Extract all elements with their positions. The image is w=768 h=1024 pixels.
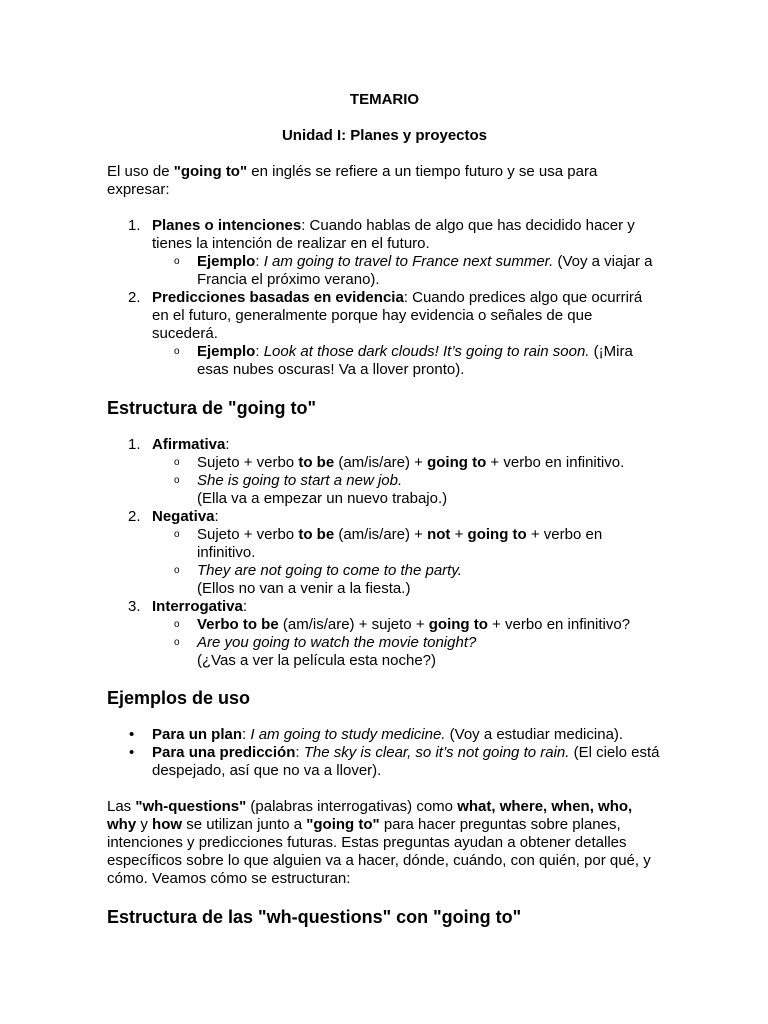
wh-paragraph: Las "wh-questions" (palabras interrogativas) como what, where, when, who, why y how se utilizan junto a "going to" para hacer preguntas sobre planes, intenciones y predicciones futuras. Estas preguntas ayudan a obtener detalles específicos sobre lo que alguien va a hacer, dónde, cuándo, con quién, por qué, y cómo. Veamos cómo se estructuran: — [107, 798, 651, 887]
uses-list — [107, 217, 662, 379]
structure-list — [107, 436, 662, 670]
circle-bullet-icon: o — [174, 457, 180, 468]
examples-heading: Ejemplos de uso — [107, 688, 251, 708]
unit-title: Unidad I: Planes y proyectos — [281, 127, 488, 144]
structure-heading: Estructura de "going to" — [107, 398, 317, 418]
formula-item: o Verbo to be (am/is/are) + sujeto + going to + verbo en infinitivo? — [174, 616, 631, 633]
circle-bullet-icon: o — [174, 637, 180, 648]
document-page — [107, 91, 662, 928]
examples-list — [107, 726, 662, 780]
circle-bullet-icon: o — [174, 256, 180, 267]
document-title: TEMARIO — [349, 91, 420, 108]
example-item: o Are you going to watch the movie tonight? (¿Vas a ver la película esta noche?) — [174, 634, 477, 669]
intro-paragraph: El uso de "going to" en inglés se refiere a un tiempo futuro y se usa para expresar: — [107, 163, 598, 198]
list-item: 1. Planes o intenciones: Cuando hablas de algo que has decidido hacer y tienes la intención de realizar en el futuro. o Ejemplo: I am going to travel to France next summer. (Voy a viajar a Francia el próximo verano). — [107, 217, 662, 289]
example-item: o Ejemplo: I am going to travel to France next summer. (Voy a viajar a Francia el próximo verano). — [174, 253, 653, 288]
circle-bullet-icon: o — [174, 565, 180, 576]
formula-item: o Sujeto + verbo to be (am/is/are) + going to + verbo en infinitivo. — [174, 454, 625, 471]
wh-heading: Estructura de las "wh-questions" con "going to" — [107, 907, 522, 927]
circle-bullet-icon: o — [174, 475, 180, 486]
bullet-icon: • — [129, 726, 135, 743]
circle-bullet-icon: o — [174, 346, 180, 357]
bullet-icon: • — [129, 744, 135, 761]
example-item: o They are not going to come to the party. (Ellos no van a venir a la fiesta.) — [174, 562, 462, 597]
list-item: • Para una predicción: The sky is clear, so it’s not going to rain. (El cielo está despejado, así que no va a llover). — [129, 744, 660, 779]
circle-bullet-icon: o — [174, 619, 180, 630]
example-item: o She is going to start a new job. (Ella va a empezar un nuevo trabajo.) — [174, 472, 448, 507]
list-item: 1. Afirmativa: o Sujeto + verbo to be (am/is/are) + going to + verbo en infinitivo. o She is going to start a new job. (Ella va a empezar un nuevo trabajo.) — [107, 436, 662, 508]
example-item: o Ejemplo: Look at those dark clouds! It’s going to rain soon. (¡Mira esas nubes oscuras! Va a llover pronto). — [174, 343, 633, 378]
formula-item: o Sujeto + verbo to be (am/is/are) + not + going to + verbo en infinitivo. — [174, 526, 603, 561]
list-item: 3. Interrogativa: o Verbo to be (am/is/are) + sujeto + going to + verbo en infinitivo? o Are you going to watch the movie tonight? (¿Vas a ver la película esta noche?) — [107, 598, 662, 670]
circle-bullet-icon: o — [174, 529, 180, 540]
list-item: 2. Predicciones basadas en evidencia: Cuando predices algo que ocurrirá en el futuro, generalmente porque hay evidencia o señales de que sucederá. o Ejemplo: Look at those dark clouds! It’s going to rain soon. (¡Mira esas nubes oscuras! Va a llover pronto). — [107, 289, 662, 379]
list-item: • Para un plan: I am going to study medicine. (Voy a estudiar medicina). — [129, 726, 624, 743]
list-item: 2. Negativa: o Sujeto + verbo to be (am/is/are) + not + going to + verbo en infinitivo. o They are not going to come to the party. (Ellos no van a venir a la fiesta.) — [107, 508, 662, 598]
